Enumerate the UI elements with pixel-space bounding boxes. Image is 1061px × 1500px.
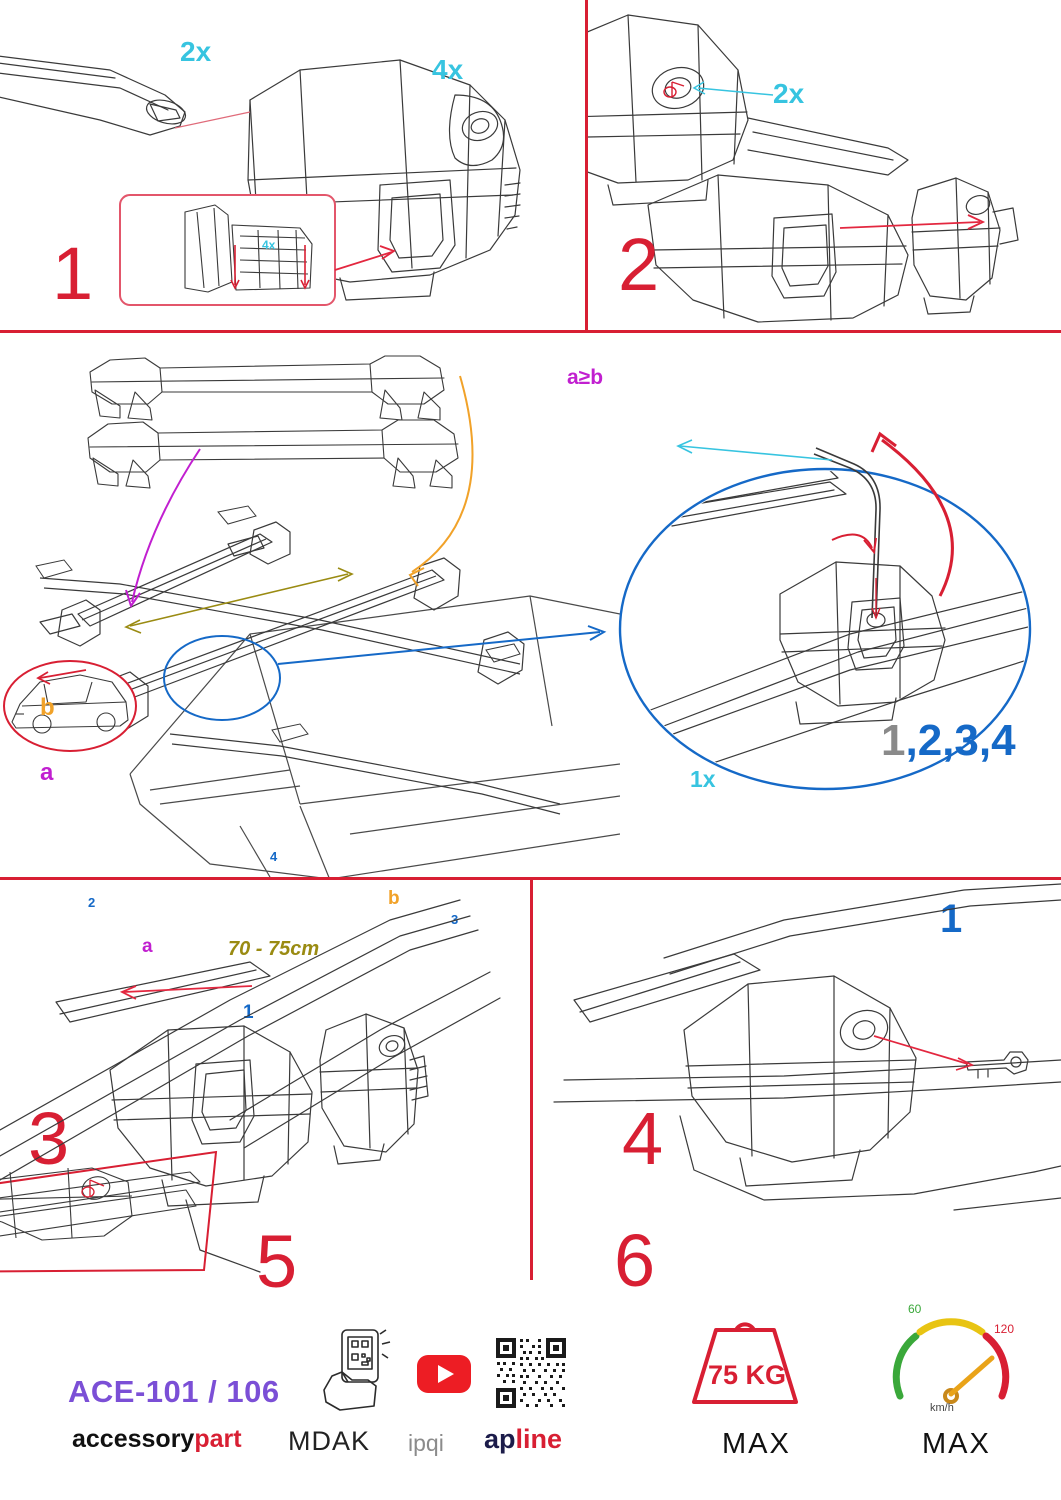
speed-tick-low: 60 <box>908 1302 922 1316</box>
youtube-icon[interactable] <box>416 1354 472 1394</box>
qr-phone-icon[interactable] <box>322 1328 394 1414</box>
step-number-4: 4 <box>622 1097 665 1180</box>
quantity-2x-lock: 2x <box>773 78 805 109</box>
footer <box>0 1280 1061 1500</box>
brand-mdak: MDAK <box>288 1426 371 1456</box>
foot-number-1: 1 <box>243 1002 254 1023</box>
panel-step-2 <box>588 0 1061 330</box>
product-code: ACE-101 / 106 <box>68 1374 280 1409</box>
turn-count-label: 1 <box>940 897 963 941</box>
speed-tick-high: 120 <box>994 1322 1015 1336</box>
sequence-label <box>881 716 1016 766</box>
step-number-2: 2 <box>618 223 661 306</box>
step-number-5: 5 <box>256 1220 299 1303</box>
quantity-2x-bar: 2x <box>180 36 212 67</box>
quantity-4x-pad: 4x <box>262 238 276 252</box>
weight-value: 75 KG <box>708 1360 787 1390</box>
brand-accessorypart <box>72 1425 242 1454</box>
divider-vertical-bottom <box>530 880 533 1280</box>
weight-max-label: MAX <box>722 1428 791 1460</box>
speedometer-icon <box>886 1300 1016 1412</box>
condition-a-ge-b: a≥b <box>567 366 604 389</box>
foot-number-4: 4 <box>270 849 278 864</box>
label-bar-a: a <box>40 759 54 786</box>
brand-accessorypart-part1: accessory <box>72 1425 195 1453</box>
sequence-first: 1 <box>881 716 906 765</box>
brand-apline <box>484 1424 562 1455</box>
sequence-rest: ,2,3,4 <box>905 716 1016 765</box>
brand-ipqi: ipqi <box>408 1430 444 1456</box>
step-number-3: 3 <box>28 1097 71 1180</box>
divider-horizontal-1 <box>0 330 1061 333</box>
quantity-1x-tool: 1x <box>690 766 716 792</box>
panel-step-6 <box>534 880 1061 1302</box>
panel-step-5 <box>0 880 530 1303</box>
step-3-illustration <box>0 334 620 877</box>
step-number-6: 6 <box>614 1219 657 1302</box>
speed-max-label: MAX <box>922 1428 991 1460</box>
speed-unit: km/h <box>930 1402 954 1414</box>
brand-apline-part1: ap <box>484 1424 516 1454</box>
panel-step-4 <box>567 334 1061 1180</box>
measurement-label: 70 - 75cm <box>228 938 320 960</box>
step-4-illustration <box>600 334 1061 877</box>
brand-apline-part2: line <box>515 1424 563 1454</box>
label-bar-b: b <box>40 694 55 721</box>
arrow-label-b: b <box>388 888 400 909</box>
panel-step-3 <box>0 334 620 1180</box>
qr-code-icon[interactable] <box>494 1336 568 1410</box>
arrow-label-a: a <box>142 936 153 957</box>
brand-accessorypart-part2: part <box>194 1425 242 1453</box>
quantity-4x-foot: 4x <box>432 54 464 85</box>
step-number-1: 1 <box>52 232 95 315</box>
foot-number-2: 2 <box>88 895 96 910</box>
panel-step-1 <box>0 0 585 330</box>
weight-icon <box>686 1302 804 1410</box>
foot-number-3: 3 <box>451 912 459 927</box>
